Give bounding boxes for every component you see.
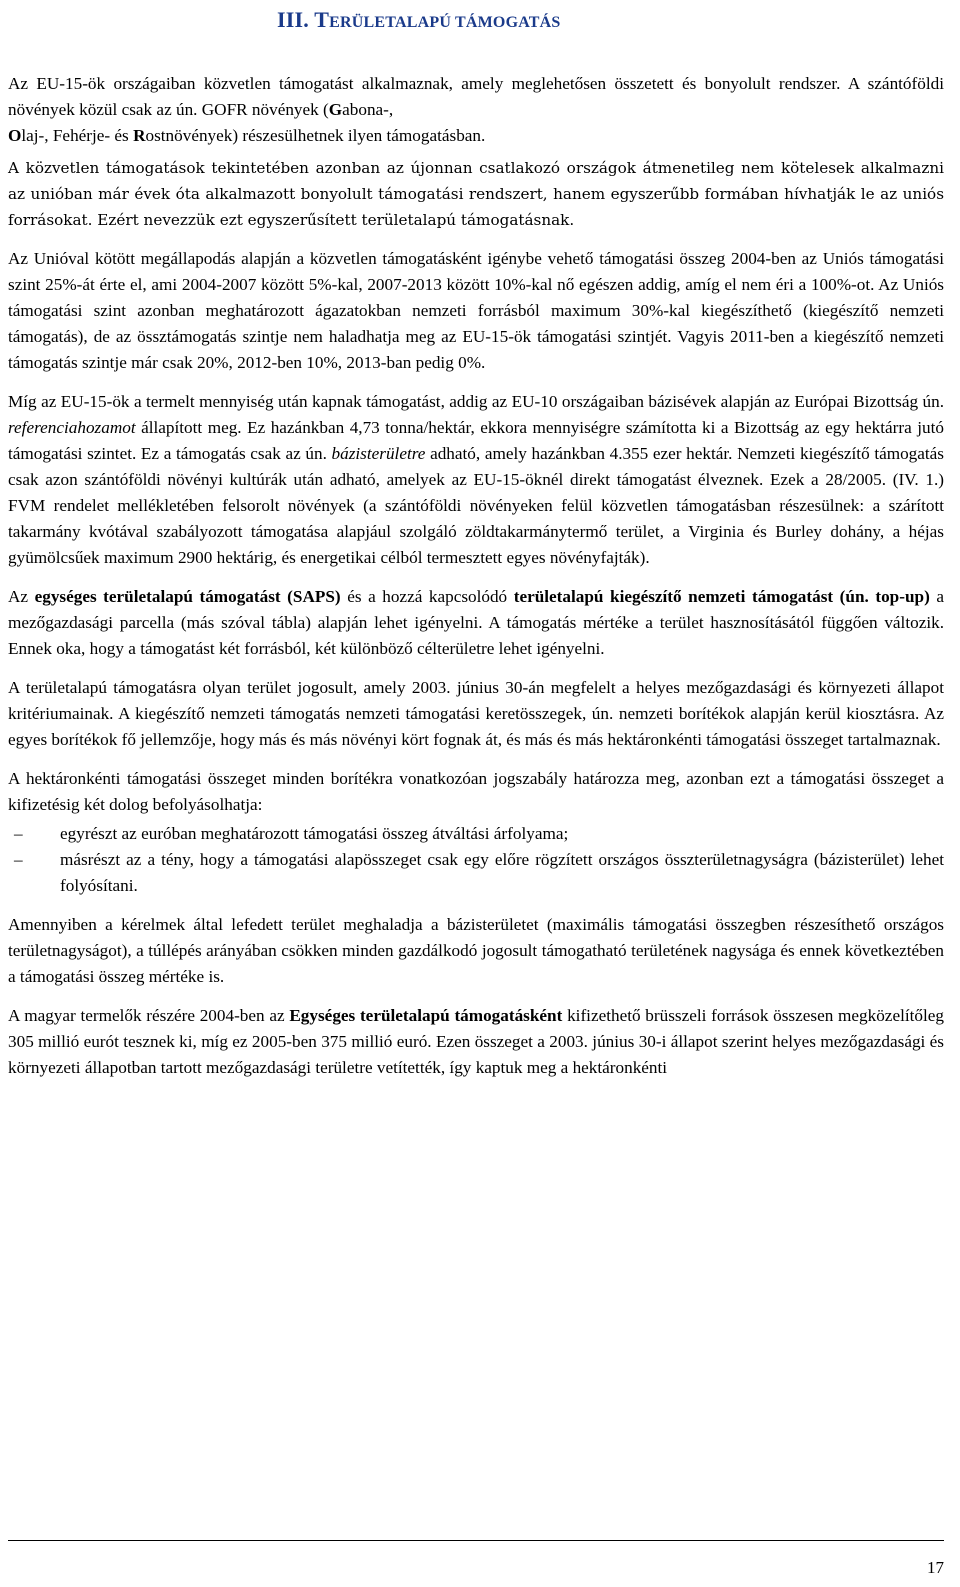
text-run: a mezőgazdasági parcella (más szóval tábla) alapján lehet igényelni. A támogatás mértéke a terület hasznosításától függően változik. Ennek oka, hogy a támogatást két forrásból, két különböző célterületre lehet igényelni. bbox=[8, 587, 944, 658]
text-run: Fehérje- és bbox=[52, 126, 134, 145]
list-item-text: másrészt az a tény, hogy a támogatási alapösszeget csak egy előre rögzített országos összterületnagyságra (bázisterület) lehet folyósítani. bbox=[60, 850, 944, 895]
paragraph-gofr bbox=[8, 71, 944, 149]
heading-rest: ERÜLETALAPÚ TÁMOGATÁS bbox=[329, 14, 561, 31]
text-run: Míg az EU-15-ök a termelt mennyiség után kapnak támogatást, addig az EU-10 országaiban bázisévek alapján az Európai Bizottság ún. bbox=[8, 392, 944, 411]
paragraph-reference-yield bbox=[8, 389, 944, 571]
italic-term: referenciahozamot bbox=[8, 418, 136, 437]
text-run: adható, amely hazánkban 4.355 ezer hektár. Nemzeti kiegészítő támogatás csak azon szántóföldi növényi kultúrák után adható, amelyek az EU-15-öknél direkt támogatást élveznek. Ezek a 28/2005. (IV. 1.) FVM rendelet mellékletében felsorolt növények (a szántóföldi növényeken felül közvetlen támogatásban részesülnek: a szárított takarmány kvótával szabályozott támogatása alapjául szolgáló zöldtakarmánytermő terület, a Virginia és Burley dohány, a héjas gyümölcsűek maximum 2900 hektárig, és energetikai célból termesztett egyes növényfajták). bbox=[8, 444, 944, 567]
text-run: kifizethető brüsszeli források összesen megközelítőleg 305 millió eurót tesznek ki, míg ez 2005-ben 375 millió euró. Ezen összeget a 2003. június 30-i állapot szerint helyes mezőgazdasági és környezeti állapotban tartott mezőgazdasági területre vetítették, így kaptuk meg a hektáronkénti bbox=[8, 1006, 944, 1077]
paragraph-base-area: Amennyiben a kérelmek által lefedett terület meghaladja a bázisterületet (maximális támogatási összegben részesíthető országos területnagyságot), a túllépés arányában csökken minden gazdálkodó jogosult támogatható területének nagysága és ennek következtében a támogatási összeg mértéke is. bbox=[8, 915, 944, 986]
paragraph-per-hectare: A hektáronkénti támogatási összeget minden borítékra vonatkozóan jogszabály határozza meg, azonban ezt a támogatási összeget a kifizetésig két dolog befolyásolhatja: bbox=[8, 769, 944, 814]
section-heading bbox=[277, 6, 944, 37]
bold-letter: R bbox=[133, 126, 146, 145]
bold-term: egységes területalapú támogatást (SAPS) bbox=[34, 587, 341, 606]
dash-bullet: – bbox=[14, 824, 23, 843]
paragraph-brussels-funds bbox=[8, 1003, 944, 1081]
text-run: laj-, bbox=[21, 126, 53, 145]
bold-letter: O bbox=[8, 126, 22, 145]
paragraph-simplified-scheme: A közvetlen támogatások tekintetében azonban az újonnan csatlakozó országok átmenetileg nem kötelesek alkalmazni az unióban már évek óta alkalmazott bonyolult támogatási rendszert, hanem egyszerűbb formában hívhatják le az uniós forrásokat. Ezért nevezzük ezt egyszerűsített területalapú támogatásnak. bbox=[8, 159, 944, 229]
factor-list bbox=[8, 821, 944, 899]
list-item-text: egyrészt az euróban meghatározott támogatási összeg átváltási árfolyama; bbox=[60, 824, 569, 843]
bold-term: Egységes területalapú támogatásként bbox=[289, 1006, 563, 1025]
text-run: állapított meg. Ez hazánkban 4,73 tonna/hektár, ekkora mennyiségre számította ki a Bizottság az egy hektárra jutó támogatási szintet. Ez a támogatás csak az ún. bbox=[8, 418, 944, 463]
text-run: A magyar termelők részére 2004-ben az bbox=[8, 1006, 290, 1025]
bold-letter: G bbox=[328, 100, 343, 119]
page-content bbox=[8, 0, 944, 1081]
heading-numeral: III. T bbox=[277, 7, 330, 32]
text-run: Az bbox=[8, 587, 35, 606]
paragraph-eligibility: A területalapú támogatásra olyan terület jogosult, amely 2003. június 30-án megfelelt a helyes mezőgazdasági és környezeti állapot kritériumainak. A kiegészítő nemzeti támogatás nemzeti támogatási keretösszegek, ún. nemzeti borítékok alapján kerül kiosztásra. Az egyes borítékok fő jellemzője, hogy más és más növényi kört fognak át, és más és más hektáronkénti támogatási összeget tartalmaznak. bbox=[8, 678, 944, 749]
list-item bbox=[8, 821, 944, 847]
italic-term: bázisterületre bbox=[331, 444, 426, 463]
footer-rule bbox=[8, 1540, 944, 1541]
page-number: 17 bbox=[927, 1558, 944, 1577]
paragraph-support-levels: Az Unióval kötött megállapodás alapján a közvetlen támogatásként igénybe vehető támogatási összeg 2004-ben az Uniós támogatási szint 25%-át érte el, ami 2004-2007 között 5%-kal, 2007-2013 között 10%-kal nő egészen addig, amíg el nem éri a 100%-ot. Az Uniós támogatási szint azonban meghatározott ágazatokban nemzeti forrásból maximum 30%-kal kiegészíthető (kiegészítő nemzeti támogatás), de az össztámogatás szintje nem haladhatja meg az EU-15-ök támogatási szintjét. Vagyis 2011-ben a kiegészítő nemzeti támogatás szintje már csak 20%, 2012-ben 10%, 2013-ban pedig 0%. bbox=[8, 249, 944, 372]
text-run: Az EU-15-ök országaiban közvetlen támogatást alkalmaznak, amely meglehetősen összetett és bonyolult rendszer. A szántóföldi növények közül csak az ún. GOFR növények ( bbox=[8, 74, 944, 119]
list-item bbox=[8, 847, 944, 899]
bold-term: területalapú kiegészítő nemzeti támogatást (ún. top-up) bbox=[513, 587, 930, 606]
text-run: és a hozzá kapcsolódó bbox=[340, 587, 514, 606]
text-run: abona-, bbox=[342, 100, 394, 119]
dash-bullet: – bbox=[14, 850, 23, 869]
paragraph-saps bbox=[8, 584, 944, 662]
text-run: ostnövények) részesülhetnek ilyen támogatásban. bbox=[145, 126, 486, 145]
